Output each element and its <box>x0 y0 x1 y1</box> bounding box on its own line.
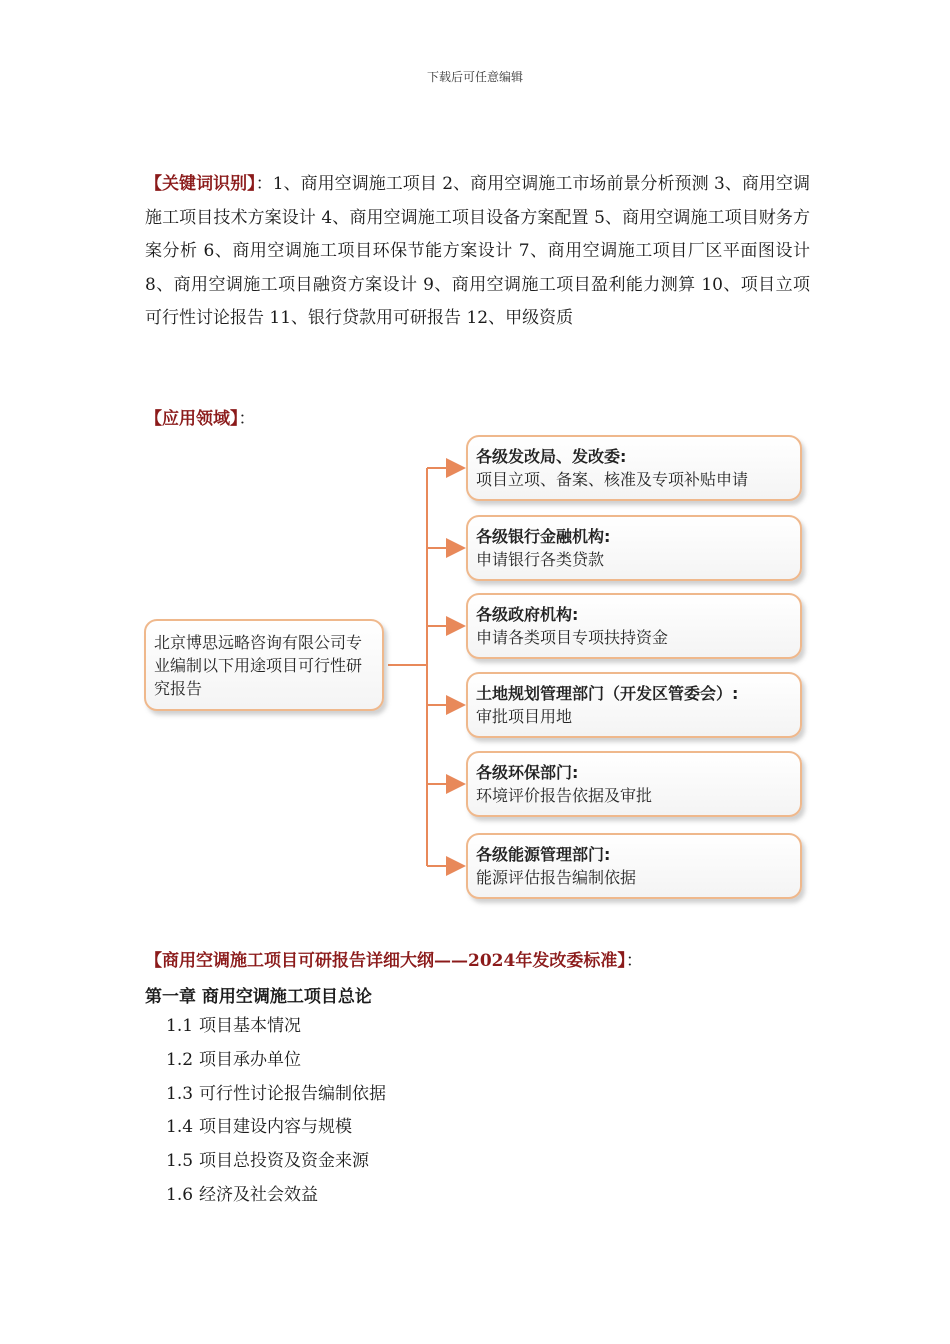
target-desc: 申请各类项目专项扶持资金 <box>476 628 669 647</box>
section-title: 经济及社会效益 <box>199 1184 319 1205</box>
target-title: 各级银行金融机构: <box>476 527 611 546</box>
outline-heading <box>145 946 643 971</box>
keywords-colon: ： <box>255 174 273 194</box>
section-number: 1.4 <box>166 1117 194 1138</box>
section-title: 项目基本情况 <box>199 1016 302 1036</box>
section-title: 项目总投资及资金来源 <box>199 1151 370 1172</box>
application-diagram <box>140 432 810 912</box>
target-desc: 审批项目用地 <box>476 707 573 726</box>
target-title: 各级环保部门: <box>476 763 579 782</box>
chapter-title: 第一章 商用空调施工项目总论 <box>145 987 372 1007</box>
section-list <box>166 1012 386 1215</box>
keywords-label: 【关键词识别】 <box>145 174 256 194</box>
list-item <box>166 1080 386 1114</box>
target-title: 各级发改局、发改委: <box>476 447 627 466</box>
application-heading <box>145 404 256 429</box>
section-number: 1.6 <box>166 1184 194 1205</box>
keywords-paragraph <box>145 168 810 336</box>
outline-label: 【商用空调施工项目可研报告详细大纲——2024年发改委标准】 <box>145 951 626 971</box>
list-item <box>166 1113 386 1147</box>
page-header: 下载后可任意编辑 <box>426 70 523 84</box>
target-box-2 <box>466 515 802 581</box>
target-box-5 <box>466 751 802 817</box>
section-number: 1.2 <box>166 1049 194 1070</box>
target-desc: 项目立项、备案、核准及专项补贴申请 <box>476 470 749 489</box>
target-box-3 <box>466 593 802 659</box>
target-title: 各级能源管理部门: <box>476 845 611 864</box>
section-number: 1.3 <box>166 1083 194 1104</box>
target-box-1 <box>466 435 802 501</box>
target-desc: 能源评估报告编制依据 <box>476 868 637 887</box>
list-item <box>166 1046 386 1080</box>
section-number: 1.5 <box>166 1151 194 1172</box>
target-title: 土地规划管理部门（开发区管委会）: <box>476 684 739 703</box>
list-item <box>166 1181 386 1215</box>
section-number: 1.1 <box>166 1016 194 1036</box>
list-item <box>166 1147 386 1181</box>
target-box-4 <box>466 672 802 738</box>
target-box-6 <box>466 833 802 899</box>
section-title: 可行性讨论报告编制依据 <box>199 1083 387 1104</box>
list-item <box>166 1012 386 1046</box>
target-desc: 环境评价报告依据及审批 <box>476 786 653 805</box>
section-title: 项目承办单位 <box>199 1049 302 1070</box>
outline-colon: ： <box>625 951 643 971</box>
source-box: 北京博思远略咨询有限公司专业编制以下用途项目可行性研究报告 <box>144 619 384 711</box>
section-title: 项目建设内容与规模 <box>199 1117 353 1138</box>
keywords-text: 1、商用空调施工项目 2、商用空调施工市场前景分析预测 3、商用空调施工项目技术方案设计 4、商用空调施工项目设备方案配置 5、商用空调施工项目财务方案分析 6、商用空调施工项目环保节能方案设计 7、商用空调施工项目厂区平面图设计 8、商用空调施工项目融资方案设计 9、商用空调施工项目盈利能力测算 10、项目立项可行性讨论报告 11、银行贷款用可研报告 12、甲级资质 <box>145 174 810 328</box>
application-colon: ： <box>238 409 256 429</box>
target-title: 各级政府机构: <box>476 605 579 624</box>
target-desc: 申请银行各类贷款 <box>476 550 605 569</box>
application-label: 【应用领域】 <box>145 409 239 429</box>
